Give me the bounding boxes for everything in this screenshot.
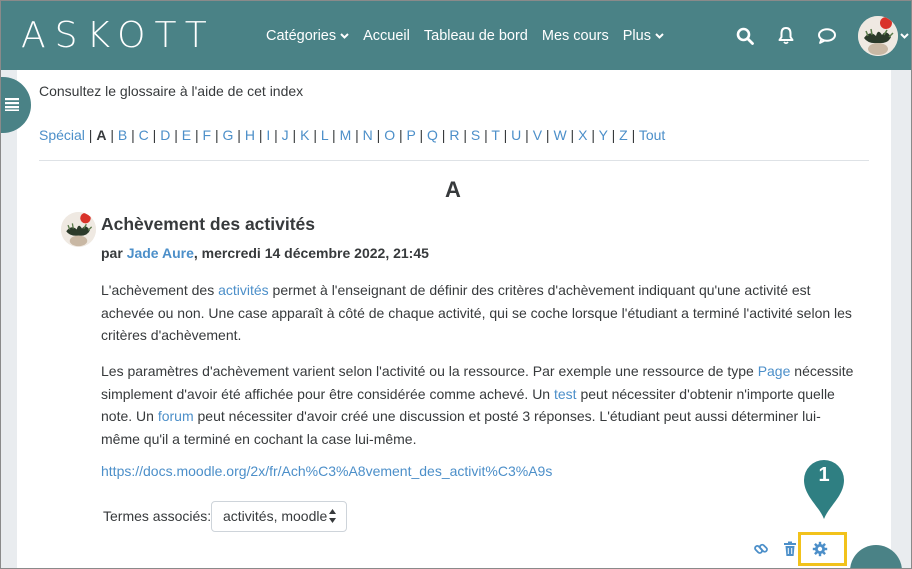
chat-icon[interactable] bbox=[817, 26, 837, 46]
link-page[interactable]: Page bbox=[757, 363, 791, 379]
index-separator: | bbox=[106, 127, 118, 143]
entry-paragraph-2 bbox=[101, 360, 859, 450]
index-separator: | bbox=[499, 127, 512, 143]
index-separator: | bbox=[191, 127, 203, 143]
nav-categories-label: Catégories bbox=[266, 27, 337, 44]
menu-icon bbox=[5, 97, 19, 114]
index-letter-d[interactable]: D bbox=[160, 127, 171, 143]
index-letter-a: A bbox=[96, 127, 107, 143]
index-letter-h[interactable]: H bbox=[244, 127, 255, 143]
doc-url-link[interactable]: https://docs.moodle.org/2x/fr/Ach%C3%A8vement_des_activit%C3%A9s bbox=[101, 463, 553, 479]
navbar bbox=[1, 1, 912, 70]
link-test[interactable]: test bbox=[553, 385, 577, 402]
index-separator: | bbox=[84, 127, 97, 143]
index-separator: | bbox=[170, 127, 182, 143]
index-letter-p[interactable]: P bbox=[406, 127, 416, 143]
author-avatar[interactable] bbox=[61, 212, 96, 247]
index-separator: | bbox=[309, 127, 321, 143]
index-separator: | bbox=[351, 127, 363, 143]
nav-plus[interactable] bbox=[623, 28, 664, 44]
index-letter-m[interactable]: M bbox=[339, 127, 352, 143]
index-letter-b[interactable]: B bbox=[117, 127, 128, 143]
link-forum[interactable]: forum bbox=[157, 408, 194, 424]
nav-accueil[interactable]: Accueil bbox=[363, 27, 410, 44]
index-letter-z[interactable]: Z bbox=[619, 127, 628, 143]
entry-date: , mercredi 14 décembre 2022, 21:45 bbox=[193, 245, 429, 261]
index-letter-x[interactable]: X bbox=[578, 127, 588, 143]
user-avatar[interactable] bbox=[858, 16, 898, 56]
entry-paragraph-1 bbox=[101, 279, 859, 347]
index-separator: | bbox=[459, 127, 471, 143]
index-separator: | bbox=[127, 127, 139, 143]
tags-value: activités, moodle bbox=[223, 508, 328, 524]
index-letter-u[interactable]: U bbox=[511, 127, 522, 143]
index-separator: | bbox=[372, 127, 385, 143]
index-letter-s[interactable]: S bbox=[470, 127, 481, 143]
index-letter-c[interactable]: C bbox=[138, 127, 149, 143]
index-separator: | bbox=[233, 127, 245, 143]
nav-links bbox=[266, 1, 678, 70]
alphabet-index bbox=[39, 127, 665, 143]
index-separator: | bbox=[566, 127, 579, 143]
link-activites[interactable]: activités bbox=[218, 282, 269, 298]
highlight-box bbox=[798, 532, 847, 566]
nav-mes-cours[interactable]: Mes cours bbox=[541, 27, 609, 44]
chevron-down-icon[interactable] bbox=[900, 31, 909, 41]
glossary-card bbox=[17, 70, 891, 569]
author-link[interactable]: Jade Aure bbox=[126, 245, 194, 261]
tags-select[interactable] bbox=[211, 501, 347, 532]
index-letter-q[interactable]: Q bbox=[427, 127, 438, 143]
p2-text-c: peut nécessiter d'obtenir n'importe quelle note. Un bbox=[101, 385, 835, 424]
p2-text-d: peut nécessiter d'avoir créé une discussion et posté 3 réponses. L'étudiant peut aussi déterminer lui-même qu'il a terminé en cochant la case lui-même. bbox=[101, 408, 821, 447]
index-separator: | bbox=[288, 127, 301, 143]
nav-categories[interactable] bbox=[266, 28, 349, 44]
index-separator: | bbox=[607, 127, 620, 143]
index-separator: | bbox=[148, 127, 161, 143]
index-letter-tout[interactable]: Tout bbox=[638, 127, 666, 143]
nav-icons bbox=[735, 1, 912, 70]
index-letter-n[interactable]: N bbox=[362, 127, 373, 143]
link-icon[interactable] bbox=[751, 539, 771, 559]
index-separator: | bbox=[542, 127, 554, 143]
p1-text-a: L'achèvement des bbox=[101, 282, 219, 298]
p1-text-b: permet à l'enseignant de définir des critères d'achèvement indiquant qu'une activité est achevée ou non. Une case apparaît à côté de chaque activité, qui se coche lorsque l'étudiant a terminé l'activité selon les critères d'achèvement. bbox=[101, 282, 852, 343]
index-separator: | bbox=[395, 127, 407, 143]
index-separator: | bbox=[211, 127, 223, 143]
index-letter-f[interactable]: F bbox=[202, 127, 212, 143]
index-separator: | bbox=[270, 127, 282, 143]
index-letter-v[interactable]: V bbox=[532, 127, 543, 143]
index-letter-i[interactable]: I bbox=[266, 127, 271, 143]
letter-heading: A bbox=[445, 177, 461, 202]
index-letter-l[interactable]: L bbox=[320, 127, 329, 143]
nav-plus-label: Plus bbox=[622, 27, 651, 44]
p2-text-b: nécessite simplement d'avoir été affichée pour être considérée comme achevé. Un bbox=[101, 363, 854, 402]
index-separator: | bbox=[480, 127, 492, 143]
callout-pin bbox=[802, 456, 846, 520]
divider bbox=[39, 160, 869, 161]
entry-byline bbox=[101, 245, 429, 261]
index-separator: | bbox=[521, 127, 533, 143]
byline-prefix: par bbox=[101, 245, 123, 261]
index-separator: | bbox=[587, 127, 599, 143]
chevron-down-icon bbox=[340, 31, 349, 41]
tags-label: Termes associés: bbox=[103, 508, 212, 524]
index-letter-w[interactable]: W bbox=[553, 127, 567, 143]
index-separator: | bbox=[437, 127, 450, 143]
callout-number: 1 bbox=[818, 464, 830, 486]
index-letter-t[interactable]: T bbox=[491, 127, 500, 143]
p2-text-a: Les paramètres d'achèvement varient selon l'activité ou la ressource. Par exemple une ressource de type bbox=[101, 363, 758, 379]
search-icon[interactable] bbox=[735, 26, 755, 46]
index-letter-k[interactable]: K bbox=[300, 127, 310, 143]
index-letter-y[interactable]: Y bbox=[598, 127, 608, 143]
index-separator: | bbox=[254, 127, 267, 143]
index-letter-j[interactable]: J bbox=[281, 127, 289, 143]
chevron-down-icon bbox=[655, 31, 664, 41]
index-letter-e[interactable]: E bbox=[181, 127, 192, 143]
entry-title: Achèvement des activités bbox=[101, 214, 315, 234]
index-letter-spécial[interactable]: Spécial bbox=[39, 127, 85, 143]
index-separator: | bbox=[328, 127, 340, 143]
index-letter-g[interactable]: G bbox=[222, 127, 234, 143]
index-separator: | bbox=[415, 127, 428, 143]
sort-arrows-icon bbox=[328, 508, 337, 526]
index-letter-o[interactable]: O bbox=[384, 127, 396, 143]
glossary-intro: Consultez le glossaire à l'aide de cet index bbox=[39, 83, 304, 99]
bell-icon[interactable] bbox=[776, 26, 796, 46]
nav-tableau-de-bord[interactable]: Tableau de bord bbox=[423, 27, 528, 44]
index-separator: | bbox=[627, 127, 639, 143]
site-logo[interactable]: ASKOTT bbox=[21, 15, 216, 56]
index-letter-r[interactable]: R bbox=[449, 127, 460, 143]
trash-icon[interactable] bbox=[780, 539, 800, 559]
